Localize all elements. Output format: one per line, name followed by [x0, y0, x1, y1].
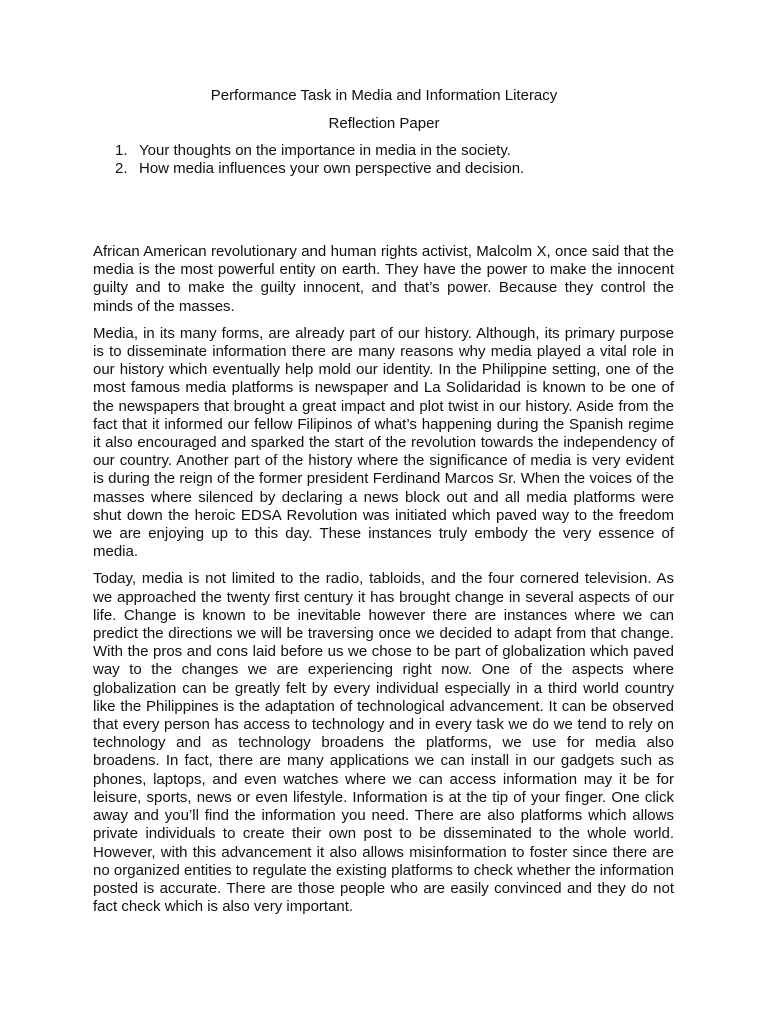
question-list: [115, 142, 675, 178]
list-item: [115, 142, 675, 160]
list-item-text: Your thoughts on the importance in media in the society.: [139, 142, 511, 159]
document-subtitle: Reflection Paper: [328, 115, 440, 132]
list-item: [115, 160, 675, 178]
list-item-number: 2.: [115, 160, 128, 177]
body-text: [93, 243, 674, 925]
paragraph: Today, media is not limited to the radio, tabloids, and the four cornered television. As we approached the twenty first century it has brought change in several aspects of our life. Change is known to be inevitable however there are instances where we can predict the directions we will be traversing once we decided to adapt from that change. With the pros and cons laid before us we chose to be part of globalization which paved way to the changes we are experiencing right now. One of the aspects where globalization can be greatly felt by every individual especially in a third world country like the Philippines is the adaptation of technological advancement. It can be observed that every person has access to technology and in every task we do we tend to rely on technology and as technology broadens the platforms, we use for media also broadens. In fact, there are many applications we can install in our gadgets such as phones, laptops, and even watches where we can access information may it be for leisure, sports, news or even lifestyle. Information is at the tip of your finger. One click away and you’ll find the information you need. There are also platforms which allows private individuals to create their own post to be disseminated to the whole world. However, with this advancement it also allows misinformation to foster since there are no organized entities to regulate the existing platforms to check whether the information posted is accurate. There are those people who are easily convinced and they do not fact check which is also very important.: [93, 570, 674, 916]
document-title: Performance Task in Media and Information Literacy: [210, 87, 558, 104]
list-item-number: 1.: [115, 142, 128, 159]
list-item-text: How media influences your own perspective and decision.: [139, 160, 525, 177]
paragraph: Media, in its many forms, are already part of our history. Although, its primary purpose is to disseminate information there are many reasons why media played a vital role in our history which eventually help mold our identity. In the Philippine setting, one of the most famous media platforms is newspaper and La Solidaridad is known to be one of the newspapers that brought a great impact and plot twist in our history. Aside from the fact that it informed our fellow Filipinos of what’s happening during the Spanish regime it also encouraged and sparked the start of the revolution towards the independency of our country. Another part of the history where the significance of media is very evident is during the reign of the former president Ferdinand Marcos Sr. When the voices of the masses where silenced by declaring a news block out and all media platforms were shut down the heroic EDSA Revolution was initiated which paved way to the freedom we are enjoying up to this day. These instances truly embody the very essence of media.: [93, 324, 674, 561]
paragraph: African American revolutionary and human rights activist, Malcolm X, once said that the media is the most powerful entity on earth. They have the power to make the innocent guilty and to make the guilty innocent, and that’s power. Because they control the minds of the masses.: [93, 243, 674, 315]
